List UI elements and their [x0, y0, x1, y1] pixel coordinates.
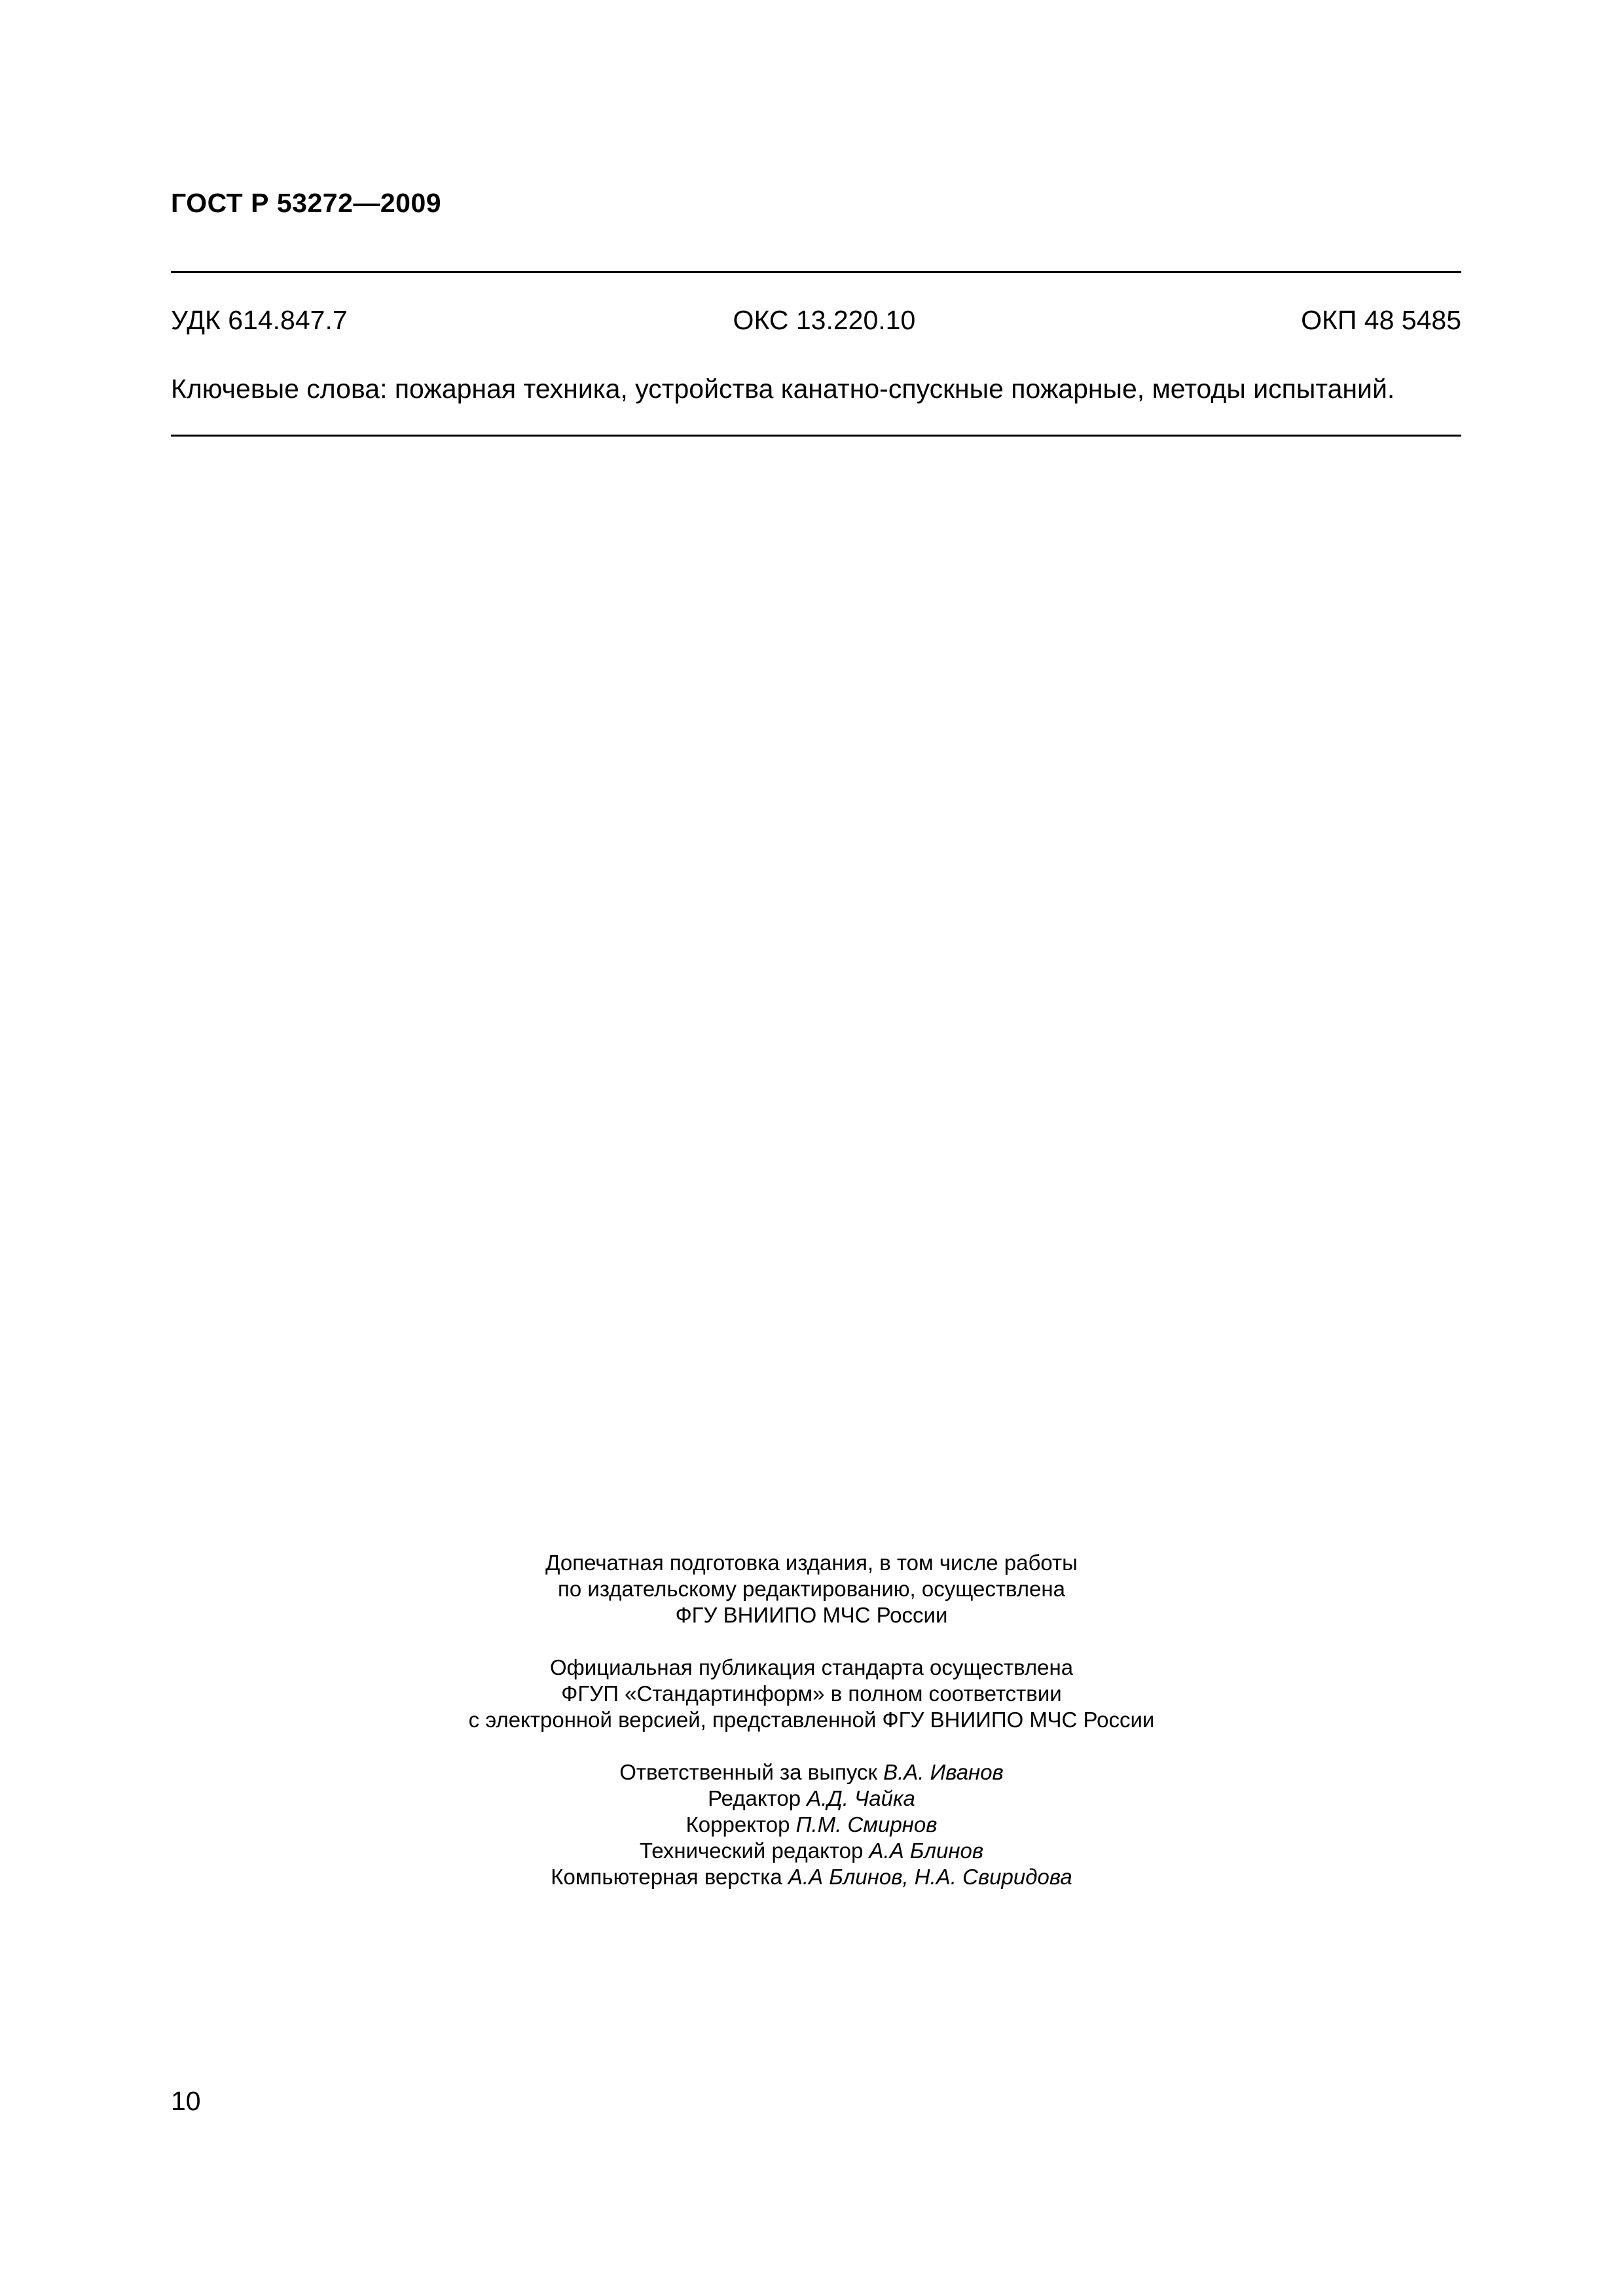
imprint — [0, 1550, 1623, 1890]
prepress-line: по издательскому редактированию, осуществлена — [558, 1577, 1065, 1601]
classification-codes — [171, 305, 1461, 336]
publication-note — [0, 1655, 1623, 1733]
credit-proofreader — [0, 1812, 1623, 1838]
credit-person: А.Д. Чайка — [807, 1786, 915, 1810]
oks-code: ОКС 13.220.10 — [733, 305, 916, 335]
top-divider — [171, 271, 1461, 273]
credit-layout — [0, 1864, 1623, 1890]
keywords: Ключевые слова: пожарная техника, устройства канатно-спускные пожарные, методы испытаний. — [171, 374, 1395, 404]
page-number: 10 — [171, 2086, 201, 2116]
prepress-line: ФГУ ВНИИПО МЧС России — [675, 1603, 948, 1627]
publication-line: с электронной версией, представленной ФГУ ВНИИПО МЧС России — [468, 1708, 1155, 1732]
credit-responsible — [0, 1759, 1623, 1785]
credit-technical-editor — [0, 1838, 1623, 1864]
credit-role: Редактор — [708, 1786, 807, 1810]
okp-code: ОКП 48 5485 — [1301, 305, 1461, 335]
credits — [0, 1759, 1623, 1890]
credit-role: Компьютерная верстка — [551, 1865, 788, 1889]
publication-line: Официальная публикация стандарта осуществлена — [549, 1655, 1074, 1679]
credit-role: Ответственный за выпуск — [619, 1760, 884, 1784]
prepress-line: Допечатная подготовка издания, в том числе работы — [545, 1551, 1078, 1575]
udk-code: УДК 614.847.7 — [171, 305, 348, 335]
credit-person: П.М. Смирнов — [795, 1812, 938, 1837]
credit-role: Корректор — [685, 1812, 796, 1837]
document-designation: ГОСТ Р 53272—2009 — [171, 188, 442, 218]
bottom-divider — [171, 435, 1461, 437]
prepress-note — [0, 1550, 1623, 1628]
credit-person: А.А Блинов, Н.А. Свиридова — [788, 1865, 1072, 1889]
credit-role: Технический редактор — [639, 1839, 869, 1863]
credit-person: А.А Блинов — [869, 1839, 984, 1863]
credit-editor — [0, 1785, 1623, 1812]
credit-person: В.А. Иванов — [883, 1760, 1004, 1784]
publication-line: ФГУП «Стандартинформ» в полном соответствии — [561, 1681, 1062, 1706]
